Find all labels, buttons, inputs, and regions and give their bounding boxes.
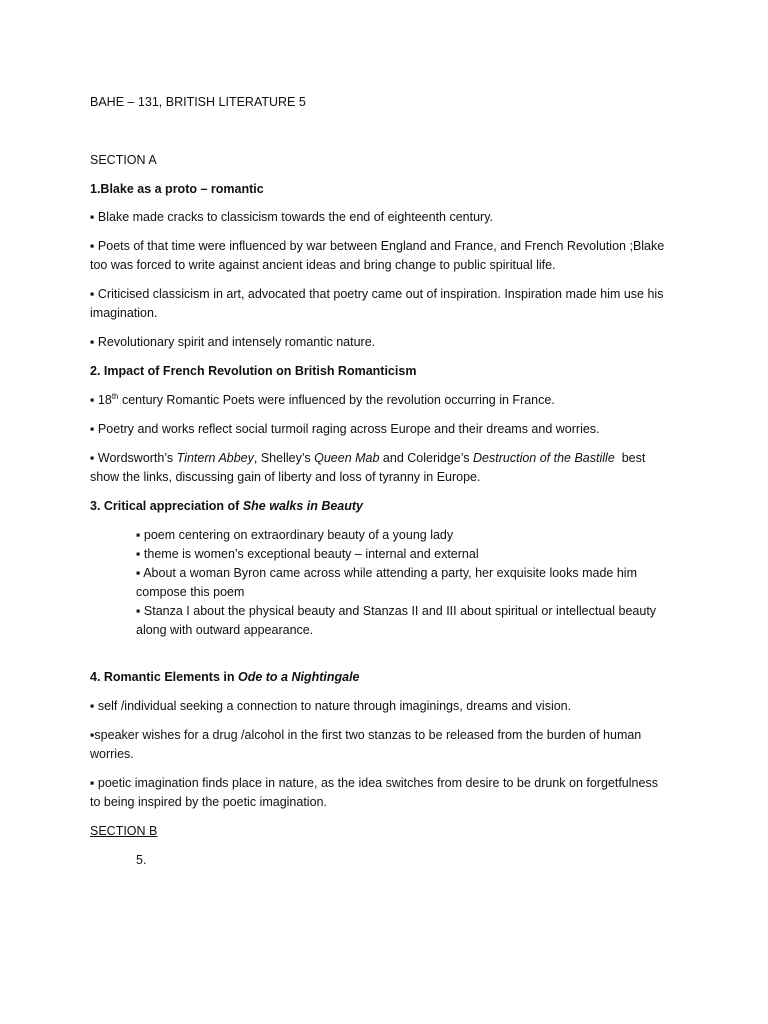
q1-point-4: ▪ Revolutionary spirit and intensely romantic nature. <box>90 335 376 349</box>
q3-bullet-3-line-2: compose this poem <box>136 585 245 599</box>
q4-point-3-line-1: ▪ poetic imagination finds place in nature, as the idea switches from desire to be drunk on forgetfulness <box>90 776 658 790</box>
section-b-heading: SECTION B <box>90 824 158 838</box>
q3-title: 3. Critical appreciation of She walks in Beauty <box>90 499 364 513</box>
q1-title: 1.Blake as a proto – romantic <box>90 182 264 196</box>
q2-title: 2. Impact of French Revolution on British Romanticism <box>90 364 417 378</box>
q4-point-2-line-1: ▪speaker wishes for a drug /alcohol in the first two stanzas to be released from the burden of human <box>90 728 642 742</box>
q4-title: 4. Romantic Elements in Ode to a Nightingale <box>90 670 360 684</box>
q4-point-1: ▪ self /individual seeking a connection to nature through imaginings, dreams and vision. <box>90 699 572 713</box>
q2-point-1: ▪ 18th century Romantic Poets were influenced by the revolution occurring in France. <box>90 391 555 407</box>
q1-point-3-line-2: imagination. <box>90 306 158 320</box>
q5-number: 5. <box>136 853 147 867</box>
q2-point-2: ▪ Poetry and works reflect social turmoil raging across Europe and their dreams and worries. <box>90 422 600 436</box>
q4-point-3-line-2: to being inspired by the poetic imagination. <box>90 795 327 809</box>
section-a-heading: SECTION A <box>90 153 157 167</box>
q3-bullet-3-line-1: ▪ About a woman Byron came across while attending a party, her exquisite looks made him <box>136 566 637 580</box>
q1-point-2-line-1: ▪ Poets of that time were influenced by war between England and France, and French Revolution ;Blake <box>90 239 665 253</box>
q3-bullet-4-line-2: along with outward appearance. <box>136 623 314 637</box>
q1-point-2-line-2: too was forced to write against ancient ideas and bring change to public spiritual life. <box>90 258 556 272</box>
q2-point-3-line-1: ▪ Wordsworth’s Tintern Abbey, Shelley’s Queen Mab and Coleridge’s Destruction of the Bastille best <box>90 451 646 465</box>
q3-bullet-2: ▪ theme is women’s exceptional beauty – internal and external <box>136 547 479 561</box>
q3-bullet-1: ▪ poem centering on extraordinary beauty of a young lady <box>136 528 454 542</box>
q3-bullet-4-line-1: ▪ Stanza I about the physical beauty and Stanzas II and III about spiritual or intellectual beauty <box>136 604 657 618</box>
q2-point-3-line-2: show the links, discussing gain of liberty and loss of tyranny in Europe. <box>90 470 481 484</box>
q1-point-3-line-1: ▪ Criticised classicism in art, advocated that poetry came out of inspiration. Inspiration made him use his <box>90 287 664 301</box>
document-header: BAHE – 131, BRITISH LITERATURE 5 <box>90 95 306 109</box>
q1-point-1: ▪ Blake made cracks to classicism towards the end of eighteenth century. <box>90 210 494 224</box>
q4-point-2-line-2: worries. <box>90 747 134 761</box>
